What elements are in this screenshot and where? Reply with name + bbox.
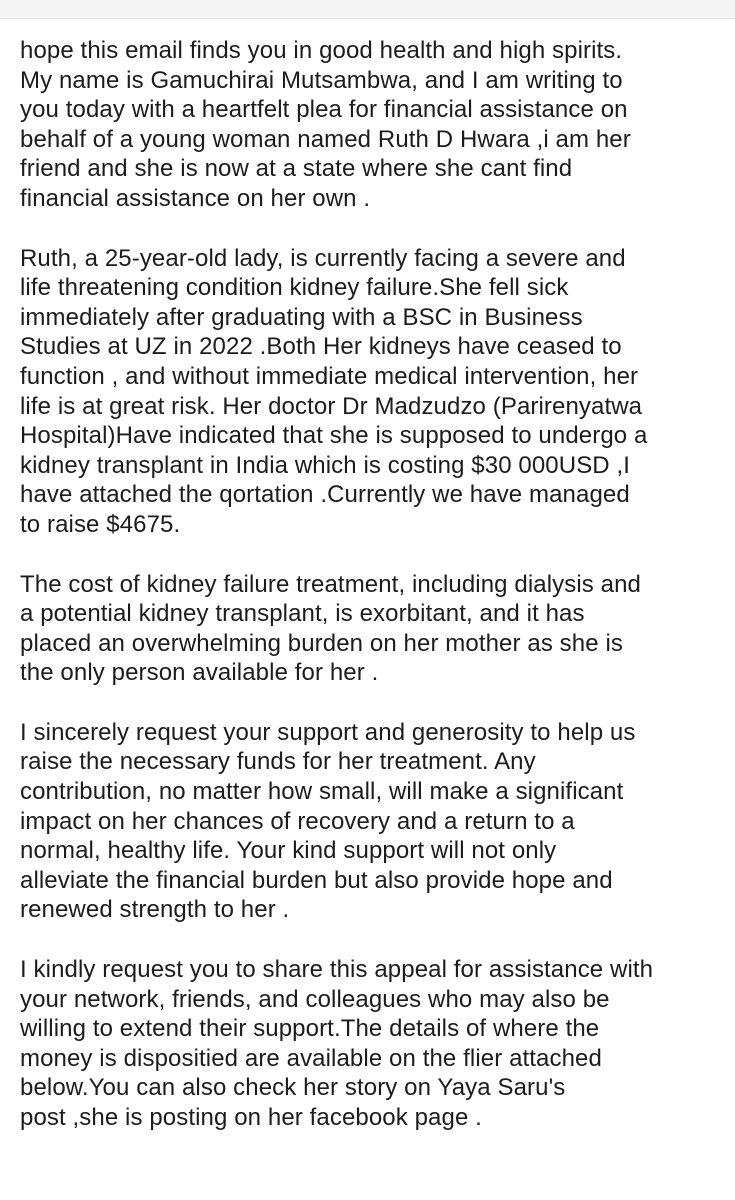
text-line: have attached the qortation .Currently we have managed xyxy=(20,481,630,509)
text-line: below.You can also check her story on Yaya Saru's xyxy=(20,1074,566,1102)
paragraph-greeting xyxy=(20,36,720,214)
text-line: Hospital)Have indicated that she is supposed to undergo a xyxy=(20,422,648,450)
text-line: life is at great risk. Her doctor Dr Madzudzo (Parirenyatwa xyxy=(20,392,643,420)
text-line: money is dispositied are available on the flier attached xyxy=(20,1044,602,1072)
text-line: renewed strength to her . xyxy=(20,896,290,924)
text-line: The cost of kidney failure treatment, including dialysis and xyxy=(20,570,641,598)
text-line: Studies at UZ in 2022 .Both Her kidneys have ceased to xyxy=(20,333,622,361)
text-line: behalf of a young woman named Ruth D Hwara ,i am her xyxy=(20,125,631,153)
text-line: Ruth, a 25-year-old lady, is currently facing a severe and xyxy=(20,244,626,272)
text-line: you today with a heartfelt plea for financial assistance on xyxy=(20,96,628,124)
text-line: impact on her chances of recovery and a return to a xyxy=(20,807,575,835)
paragraph-request xyxy=(20,718,720,925)
text-line: function , and without immediate medical intervention, her xyxy=(20,362,639,390)
text-line: a potential kidney transplant, is exorbitant, and it has xyxy=(20,600,585,628)
text-line: your network, friends, and colleagues who may also be xyxy=(20,985,610,1013)
text-line: My name is Gamuchirai Mutsambwa, and I am writing to xyxy=(20,66,623,94)
text-line: alleviate the financial burden but also provide hope and xyxy=(20,866,613,894)
paragraph-condition xyxy=(20,244,720,540)
text-line: placed an overwhelming burden on her mother as she is xyxy=(20,629,623,657)
text-line: hope this email finds you in good health and high spirits. xyxy=(20,37,623,64)
paragraph-share xyxy=(20,955,720,1133)
text-line: normal, healthy life. Your kind support will not only xyxy=(20,837,557,865)
top-toolbar xyxy=(0,0,735,19)
text-line: willing to extend their support.The details of where the xyxy=(20,1015,600,1043)
paragraph-cost xyxy=(20,570,720,688)
text-line: to raise $4675. xyxy=(20,510,181,538)
text-line: immediately after graduating with a BSC in Business xyxy=(20,303,583,331)
text-line: I sincerely request your support and generosity to help us xyxy=(20,718,636,746)
text-line: post ,she is posting on her facebook page . xyxy=(20,1104,482,1131)
text-line: contribution, no matter how small, will make a significant xyxy=(20,778,624,806)
text-line: raise the necessary funds for her treatment. Any xyxy=(20,748,536,776)
email-body xyxy=(20,36,720,1163)
text-line: financial assistance on her own . xyxy=(20,184,371,212)
text-line: kidney transplant in India which is costing $30 000USD ,I xyxy=(20,451,631,479)
text-line: I kindly request you to share this appeal for assistance with xyxy=(20,956,654,984)
text-line: life threatening condition kidney failure.She fell sick xyxy=(20,274,569,302)
text-line: the only person available for her . xyxy=(20,659,379,687)
text-line: friend and she is now at a state where she cant find xyxy=(20,155,573,183)
